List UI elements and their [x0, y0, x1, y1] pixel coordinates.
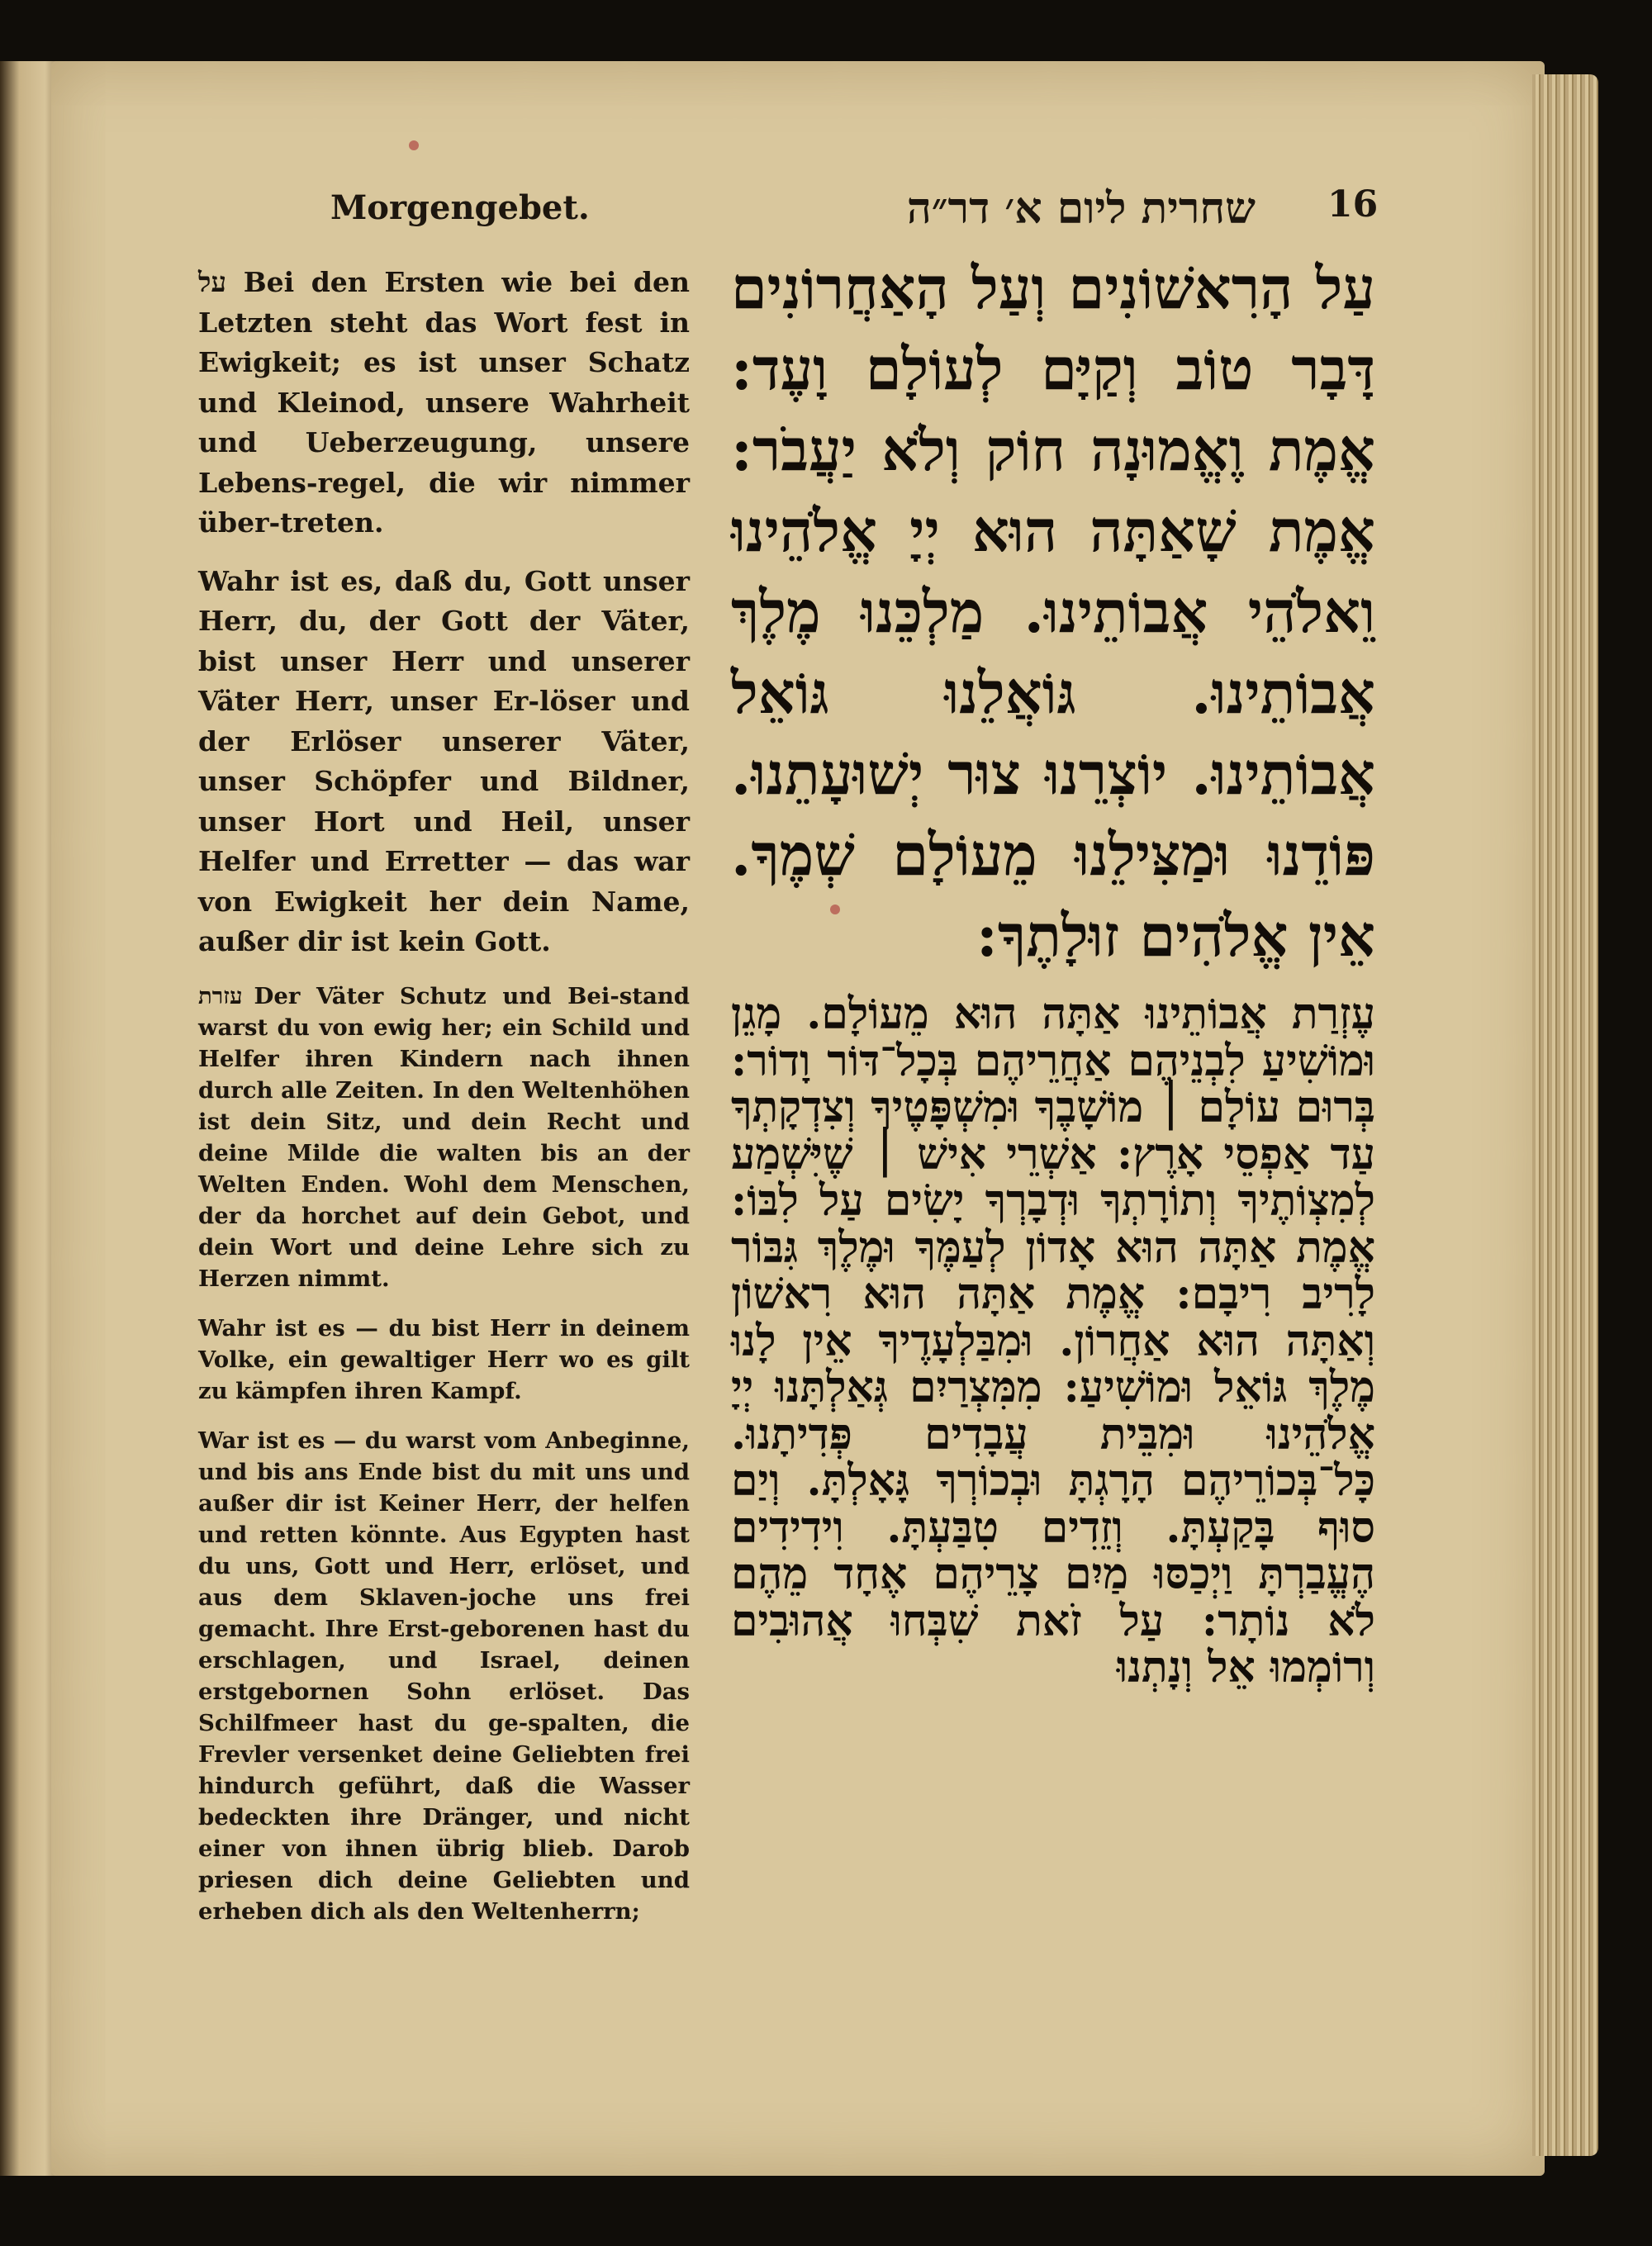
- german-translation-column: [198, 263, 690, 1945]
- hebrew-block-2: עֶזְרַת אֲבוֹתֵינוּ אַתָּה הוּא מֵעוֹלָם. מָגֵן וּמוֹשִׁיעַ לִבְנֵיהֶם אַחֲרֵיהֶם בְּכָל־דּוֹר וָדוֹר: בְּרוּם עוֹלָם ׀ מוֹשָׁבֶךָ וּמִשְׁפָּטֶיךָ וְצִדְקָתְךָ עַד אַפְסֵי אָרֶץ: אַשְׁרֵי אִישׁ ׀ שֶׁיִּשְׁמַע לְמִצְוֹתֶיךָ וְתוֹרָתְךָ וּדְבָרְךָ יָשִׂים עַל לִבּוֹ: אֱמֶת אַתָּה הוּא אָדוֹן לְעַמֶּךָ וּמֶלֶךְ גִּבּוֹר לָרִיב רִיבָם: אֱמֶת אַתָּה הוּא רִאשׁוֹן וְאַתָּה הוּא אַחֲרוֹן. וּמִבַּלְעָדֶיךָ אֵין לָנוּ מֶלֶךְ גּוֹאֵל וּמוֹשִׁיעַ: מִמִּצְרַיִם גְּאַלְתָּנוּ יְיָ אֱלֹהֵינוּ וּמִבֵּית עֲבָדִים פְּדִיתָנוּ. כָּל־בְּכוֹרֵיהֶם הָרָגְתָּ וּבְכוֹרְךָ גָּאָלְתָּ. וְיַם סוּף בָּקַעְתָּ. וְזֵדִים טִבַּעְתָּ. וִידִידִים הֶעֱבַרְתָּ וַיְכַסּוּ מַיִם צָרֵיהֶם אֶחָד מֵהֶם לֹא נוֹתָר: עַל זֹאת שִׁבְּחוּ אֲהוּבִים וְרוֹמְמוּ אֵל וְנָתְנוּ: [731, 989, 1375, 1693]
- page-number: 16: [1327, 183, 1379, 226]
- running-header-german: Morgengebet.: [330, 188, 590, 227]
- hebrew-block-1: עַל הָרִאשׁוֹנִים וְעַל הָאַחֲרוֹנִים דָּבָר טוֹב וְקַיָּם לְעוֹלָם וָעֶד: אֱמֶת וֶאֱמוּנָה חוֹק וְלֹא יַעֲבֹר: אֱמֶת שָׁאַתָּה הוּא יְיָ אֱלֹהֵינוּ וֵאלֹהֵי אֲבוֹתֵינוּ. מַלְכֵּנוּ מֶלֶךְ אֲבוֹתֵינוּ. גּוֹאֲלֵנוּ גּוֹאֵל אֲבוֹתֵינוּ. יוֹצְרֵנוּ צוּר יְשׁוּעָתֵנוּ. פּוֹדֵנוּ וּמַצִּילֵנוּ מֵעוֹלָם שְׁמֶךָ. אֵין אֱלֹהִים זוּלָתֶךָ:: [731, 254, 1375, 970]
- german-paragraph-1: על Bei den Ersten wie bei den Letzten steht das Wort fest in Ewigkeit; es ist unser Schatz und Kleinod, unsere Wahrheit und Ueberzeugung, unsere Lebens-regel, die wir nimmer über-treten.: [198, 266, 690, 539]
- german-paragraph-5: War ist es — du warst vom Anbeginne, und bis ans Ende bist du mit uns und außer dir ist Keiner Herr, der helfen und retten könnte. Aus Egypten hast du uns, Gott und Herr, erlöset, und aus dem Sklaven-joche uns frei gemacht. Ihre Erst-geborenen hast du erschlagen, und Israel, deinen erstgebornen Sohn erlöset. Das Schilfmeer hast du ge-spalten, die Frevler versenket deine Geliebten frei hindurch geführt, daß die Wasser bedeckten ihre Dränger, und nicht einer von ihnen übrig blieb. Darob priesen dich deine Geliebten und erheben dich als den Weltenherrn;: [198, 1427, 690, 1925]
- ink-speck: [409, 140, 419, 150]
- german-paragraph-3-text: Der Väter Schutz und Bei-stand warst du von ewig her; ein Schild und Helfer ihren Kindern nach ihnen durch alle Zeiten. In den Weltenhöhen ist dein Sitz, und dein Recht und deine Milde die walten bis an der Welten Enden. Wohl dem Menschen, der da horchet auf dein Gebot, und dein Wort und deine Lehre sich zu Herzen nimmt.: [198, 982, 690, 1292]
- hebrew-prayer-column: [731, 248, 1375, 1692]
- hebrew-catchword: עזרת: [198, 982, 243, 1009]
- german-paragraph-2: Wahr ist es, daß du, Gott unser Herr, du, der Gott der Väter, bist unser Herr und unserer Väter Herr, unser Er-löser und der Erlöser unserer Väter, unser Schöpfer und Bildner, unser Hort und Heil, unser Helfer und Erretter — das war von Ewigkeit her dein Name, außer dir ist kein Gott.: [198, 564, 690, 957]
- german-paragraph-4: Wahr ist es — du bist Herr in deinem Volke, ein gewaltiger Herr wo es gilt zu kämpfen ihren Kampf.: [198, 1314, 690, 1404]
- running-header-hebrew: שחרית ליום א׳ דר״ה: [906, 183, 1256, 234]
- page-stack-edges: [1532, 74, 1598, 2156]
- german-paragraph-3: [198, 981, 690, 1294]
